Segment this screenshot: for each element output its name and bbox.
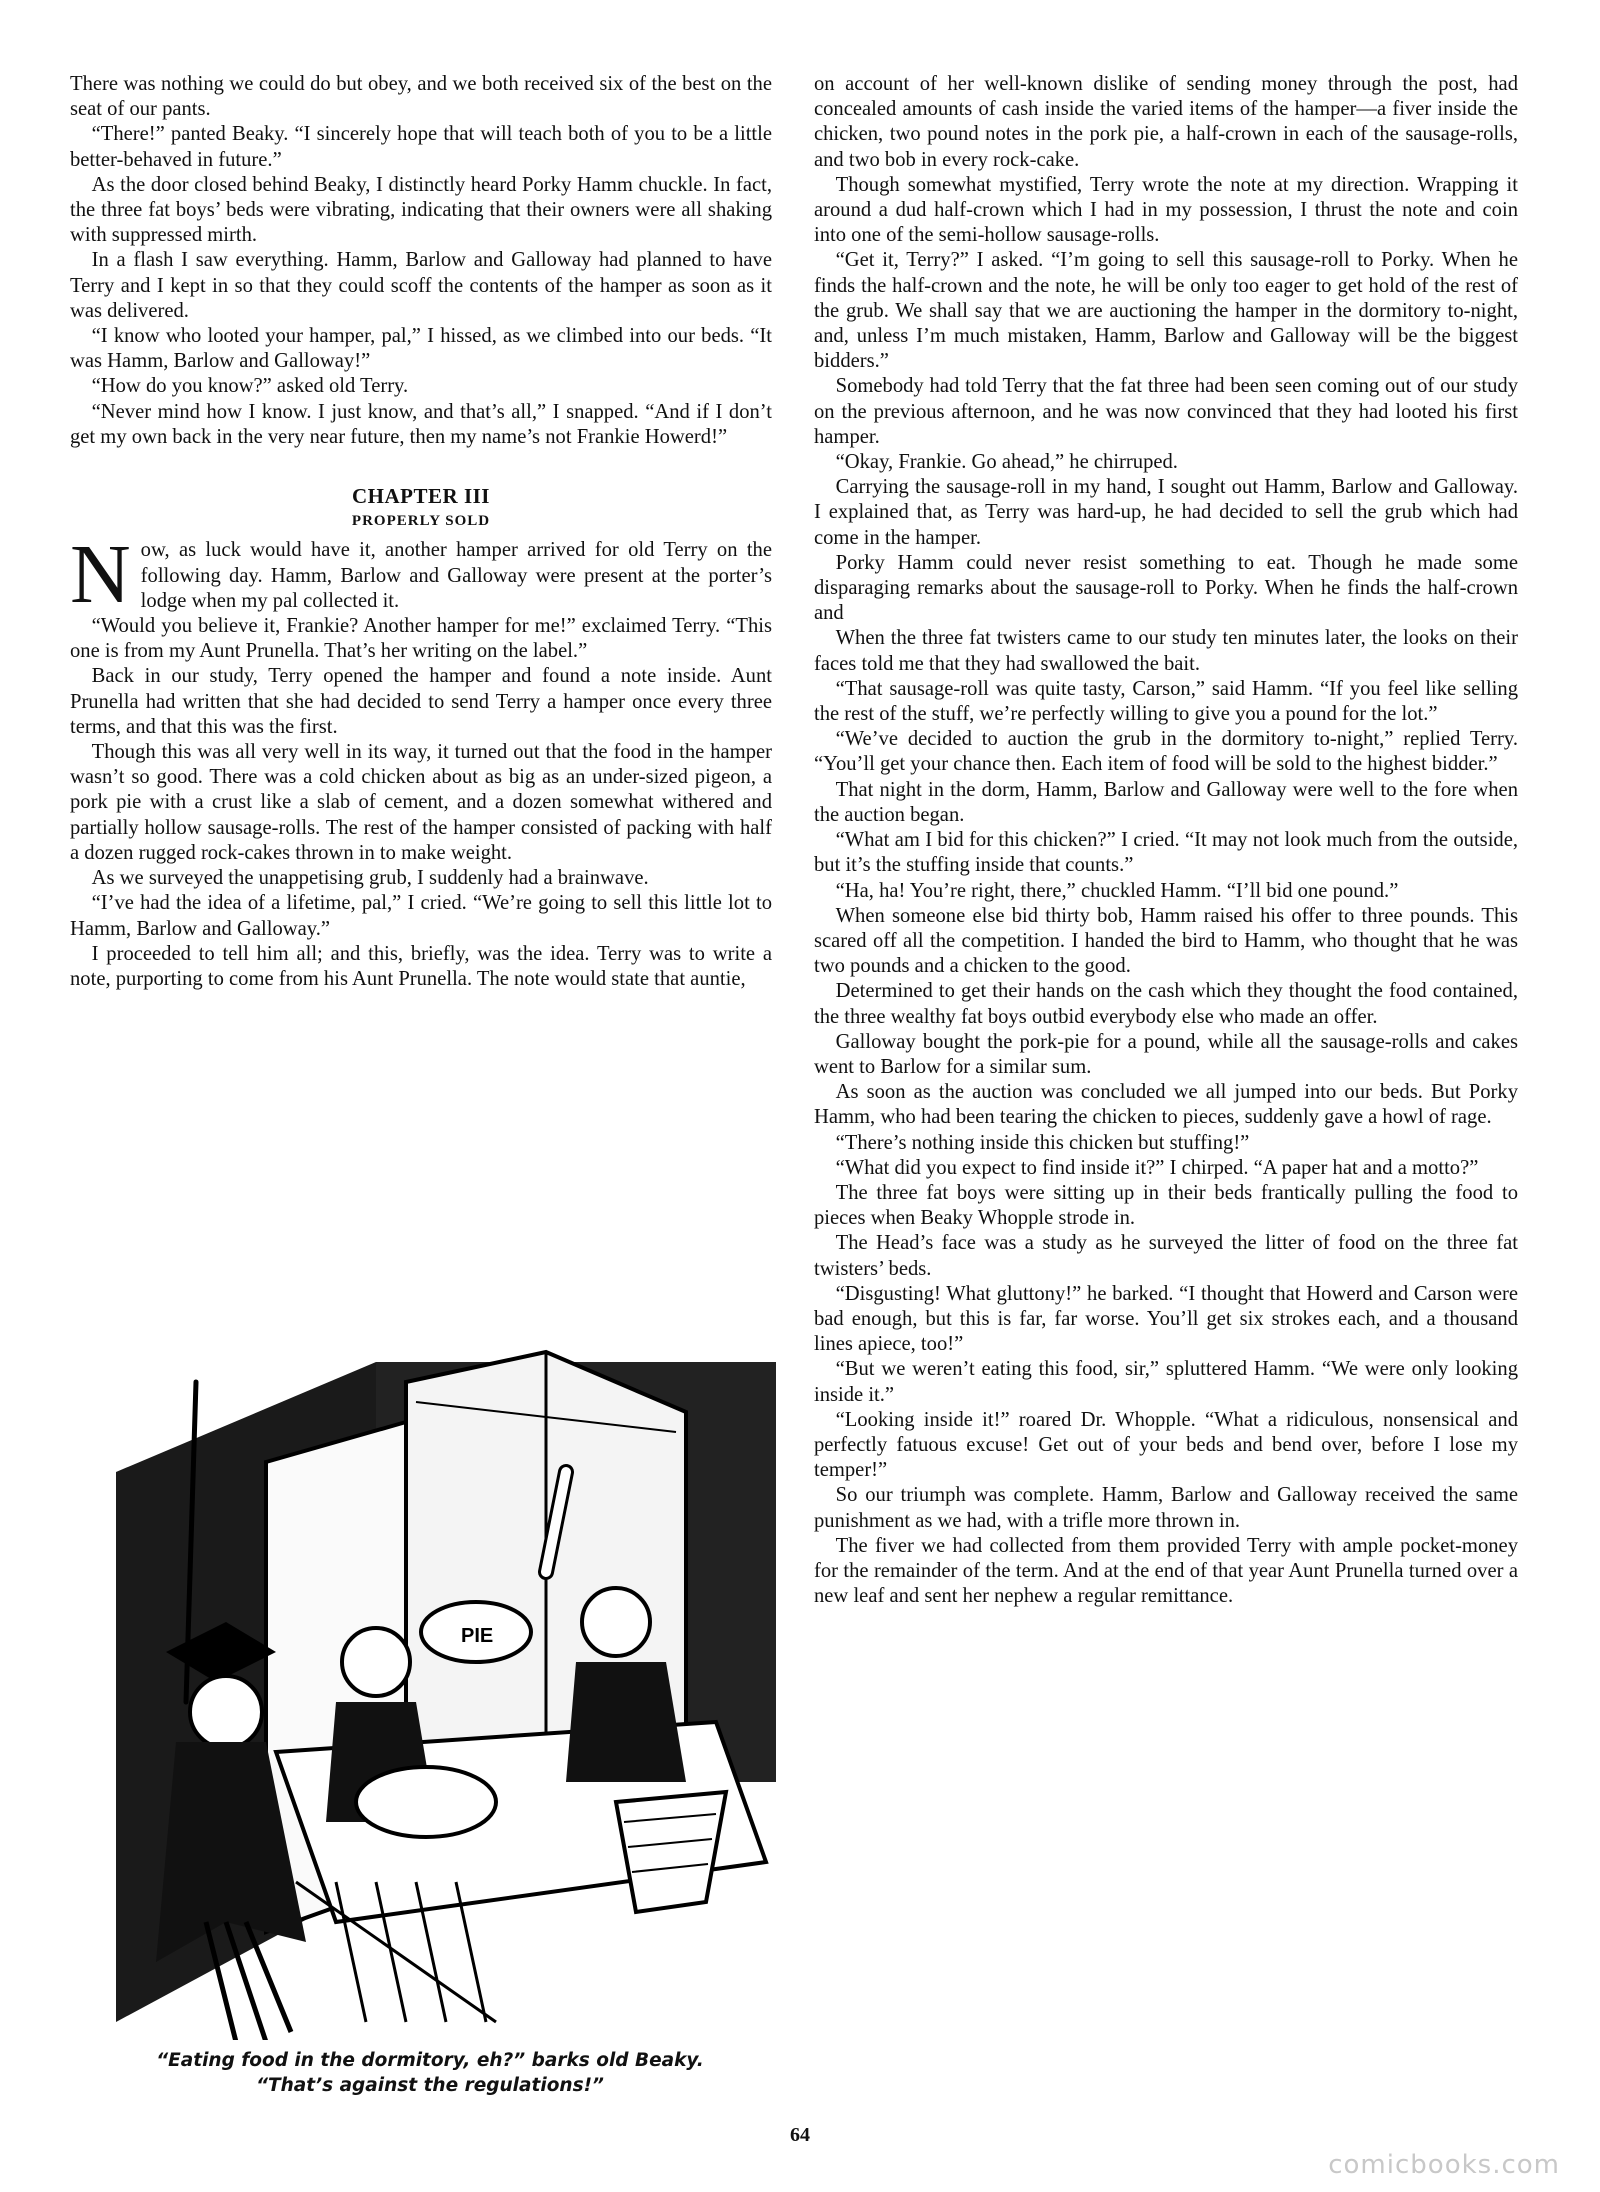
paragraph: In a flash I saw everything. Hamm, Barlow and Galloway had planned to have Terry and I kept in so that they could scoff the contents of the hamper as soon as it was delivered.	[70, 249, 772, 322]
paragraph: “Get it, Terry?” I asked. “I’m going to sell this sausage-roll to Porky. When he finds the half-crown and the note, he will be only too eager to get hold of the rest of the grub. We shall say that we are auctioning the hamper in the dormitory to-night, and, unless I’m much mistaken, Hamm, Barlow and Galloway will be the biggest bidders.”	[814, 249, 1518, 373]
paragraph: The Head’s face was a study as he surveyed the litter of food on the three fat twisters’ beds.	[814, 1232, 1518, 1280]
paragraph: “We’ve decided to auction the grub in the dormitory to-night,” replied Terry. “You’ll get your chance then. Each item of food will be sold to the highest bidder.”	[814, 728, 1518, 776]
paragraph: Though somewhat mystified, Terry wrote the note at my direction. Wrapping it around a dud half-crown which I had in my possession, I thrust the note and coin into one of the semi-hollow sausage-rolls.	[814, 173, 1518, 247]
paragraph: “I’ve had the idea of a lifetime, pal,” I cried. “We’re going to sell this little lot to Hamm, Barlow and Galloway.”	[70, 892, 772, 940]
paragraph: “What am I bid for this chicken?” I cried. “It may not look much from the outside, but it’s the stuffing inside that counts.”	[814, 829, 1518, 877]
paragraph: “How do you know?” asked old Terry.	[91, 375, 409, 398]
paragraph: “But we weren’t eating this food, sir,” spluttered Hamm. “We were only looking inside it.”	[814, 1358, 1518, 1406]
left-column	[70, 72, 772, 992]
paragraph: That night in the dorm, Hamm, Barlow and Galloway were well to the fore when the auction began.	[814, 778, 1518, 826]
headmaster-face	[190, 1676, 262, 1748]
page-number: 64	[790, 2124, 810, 2146]
paragraph: Galloway bought the pork-pie for a pound, while all the sausage-rolls and cakes went to Barlow for a similar sum.	[814, 1030, 1518, 1078]
paragraph: I proceeded to tell him all; and this, briefly, was the idea. Terry was to write a note, purporting to come from his Aunt Prunella. The note would state that auntie,	[70, 942, 772, 990]
dormitory-illustration	[76, 1322, 776, 2040]
paragraph: As we surveyed the unappetising grub, I suddenly had a brainwave.	[91, 867, 649, 890]
paragraph: The fiver we had collected from them provided Terry with ample pocket-money for the remainder of the term. And at the end of that year Aunt Prunella turned over a new leaf and sent her nephew a regular remittance.	[814, 1534, 1518, 1608]
paragraph: “There!” panted Beaky. “I sincerely hope that will teach both of you to be a little better-behaved in future.”	[70, 123, 772, 171]
paragraph: “That sausage-roll was quite tasty, Carson,” said Hamm. “If you feel like selling the rest of the stuff, we’re perfectly willing to give you a pound for the lot.”	[814, 677, 1518, 726]
illustration-caption	[80, 2048, 780, 2098]
dropcap-paragraph-text: ow, as luck would have it, another hamper arrived for old Terry on the following day. Hamm, Barlow and Galloway were present at the porter’s lodge when my pal collected it.	[140, 539, 772, 612]
paragraph: Porky Hamm could never resist something to eat. Though he made some disparaging remarks about the sausage-roll to Porky. When he finds the half-crown and	[814, 551, 1518, 625]
pie-label: PIE	[461, 1625, 494, 1647]
paragraph: “Disgusting! What gluttony!” he barked. “I thought that Howerd and Carson were bad enough, but this is far, far worse. You’ll get six strokes each, and a thousand lines apiece, too!”	[814, 1282, 1518, 1356]
paragraph: “I know who looted your hamper, pal,” I hissed, as we climbed into our beds. “It was Hamm, Barlow and Galloway!”	[70, 325, 772, 373]
dropcap-paragraph	[70, 528, 772, 622]
paragraph: When someone else bid thirty bob, Hamm raised his offer to three pounds. This scared off all the competition. I handed the bird to Hamm, who thought that he was two pounds and a chicken to the good.	[814, 904, 1518, 978]
paragraph: “Ha, ha! You’re right, there,” chuckled Hamm. “I’ll bid one pound.”	[835, 879, 1399, 902]
watermark: comicbooks.com	[1328, 2150, 1560, 2180]
paragraph: So our triumph was complete. Hamm, Barlow and Galloway received the same punishment as we had, with a trifle more thrown in.	[814, 1484, 1518, 1532]
paragraph: There was nothing we could do but obey, and we both received six of the best on the seat of our pants.	[70, 73, 772, 121]
paragraph: When the three fat twisters came to our study ten minutes later, the looks on their faces told me that they had swallowed the bait.	[814, 627, 1518, 675]
paragraph: Somebody had told Terry that the fat three had been seen coming out of our study on the previous afternoon, and he was now convinced that they had looted his first hamper.	[814, 375, 1518, 448]
paragraph: “What did you expect to find inside it?” I chirped. “A paper hat and a motto?”	[835, 1156, 1479, 1179]
paragraph: As soon as the auction was concluded we all jumped into our beds. But Porky Hamm, who had been tearing the chicken to pieces, suddenly gave a howl of rage.	[814, 1081, 1518, 1129]
chapter-subtitle: PROPERLY SOLD	[351, 513, 491, 530]
paragraph: Carrying the sausage-roll in my hand, I sought out Hamm, Barlow and Galloway. I explained that, as Terry was hard-up, he had decided to sell the grub which had come in the hamper.	[814, 476, 1518, 549]
paragraph: As the door closed behind Beaky, I distinctly heard Porky Hamm chuckle. In fact, the three fat boys’ beds were vibrating, indicating that their owners were all shaking with suppressed mirth.	[70, 173, 772, 247]
caption-line: “That’s against the regulations!”	[256, 2075, 604, 2096]
paragraph: on account of her well-known dislike of sending money through the post, had concealed amounts of cash inside the varied items of the hamper—a fiver inside the chicken, two pound notes in the pork pie, a half-crown in each of the sausage-rolls, and two bob in every rock-cake.	[814, 73, 1518, 171]
paragraph: “Looking inside it!” roared Dr. Whopple. “What a ridiculous, nonsensical and perfectly fatuous excuse! Get out of your beds and bend over, before I lose my temper!”	[814, 1408, 1518, 1482]
dropcap-letter: N	[70, 528, 131, 622]
hamper-lid	[356, 1767, 496, 1837]
chapter-title: CHAPTER III	[352, 484, 490, 509]
caption-line: “Eating food in the dormitory, eh?” barks old Beaky.	[156, 2050, 704, 2071]
paragraph: “Okay, Frankie. Go ahead,” he chirruped.	[835, 451, 1178, 474]
paragraph: “Would you believe it, Frankie? Another hamper for me!” exclaimed Terry. “This one is from my Aunt Prunella. That’s her writing on the label.”	[70, 615, 772, 663]
paragraph: Determined to get their hands on the cash which they thought the food contained, the three wealthy fat boys outbid everybody else who made an offer.	[814, 980, 1518, 1028]
paragraph: Back in our study, Terry opened the hamper and found a note inside. Aunt Prunella had written that she had decided to send Terry a hamper once every three terms, and that this was the first.	[70, 665, 772, 738]
paragraph: “There’s nothing inside this chicken but stuffing!”	[835, 1131, 1250, 1154]
paragraph: The three fat boys were sitting up in their beds frantically pulling the food to pieces when Beaky Whopple strode in.	[814, 1181, 1518, 1230]
right-column	[814, 72, 1518, 1609]
paragraph: Though this was all very well in its way, it turned out that the food in the hamper wasn’t so good. There was a cold chicken about as big as an under-sized pigeon, a pork pie with a crust like a slab of cement, and a dozen somewhat withered and partially hollow sausage-rolls. The rest of the hamper consisted of packing with half a dozen rugged rock-cakes thrown in to make weight.	[70, 741, 772, 864]
paragraph: “Never mind how I know. I just know, and that’s all,” I snapped. “And if I don’t get my own back in the very near future, then my name’s not Frankie Howerd!”	[70, 400, 772, 448]
